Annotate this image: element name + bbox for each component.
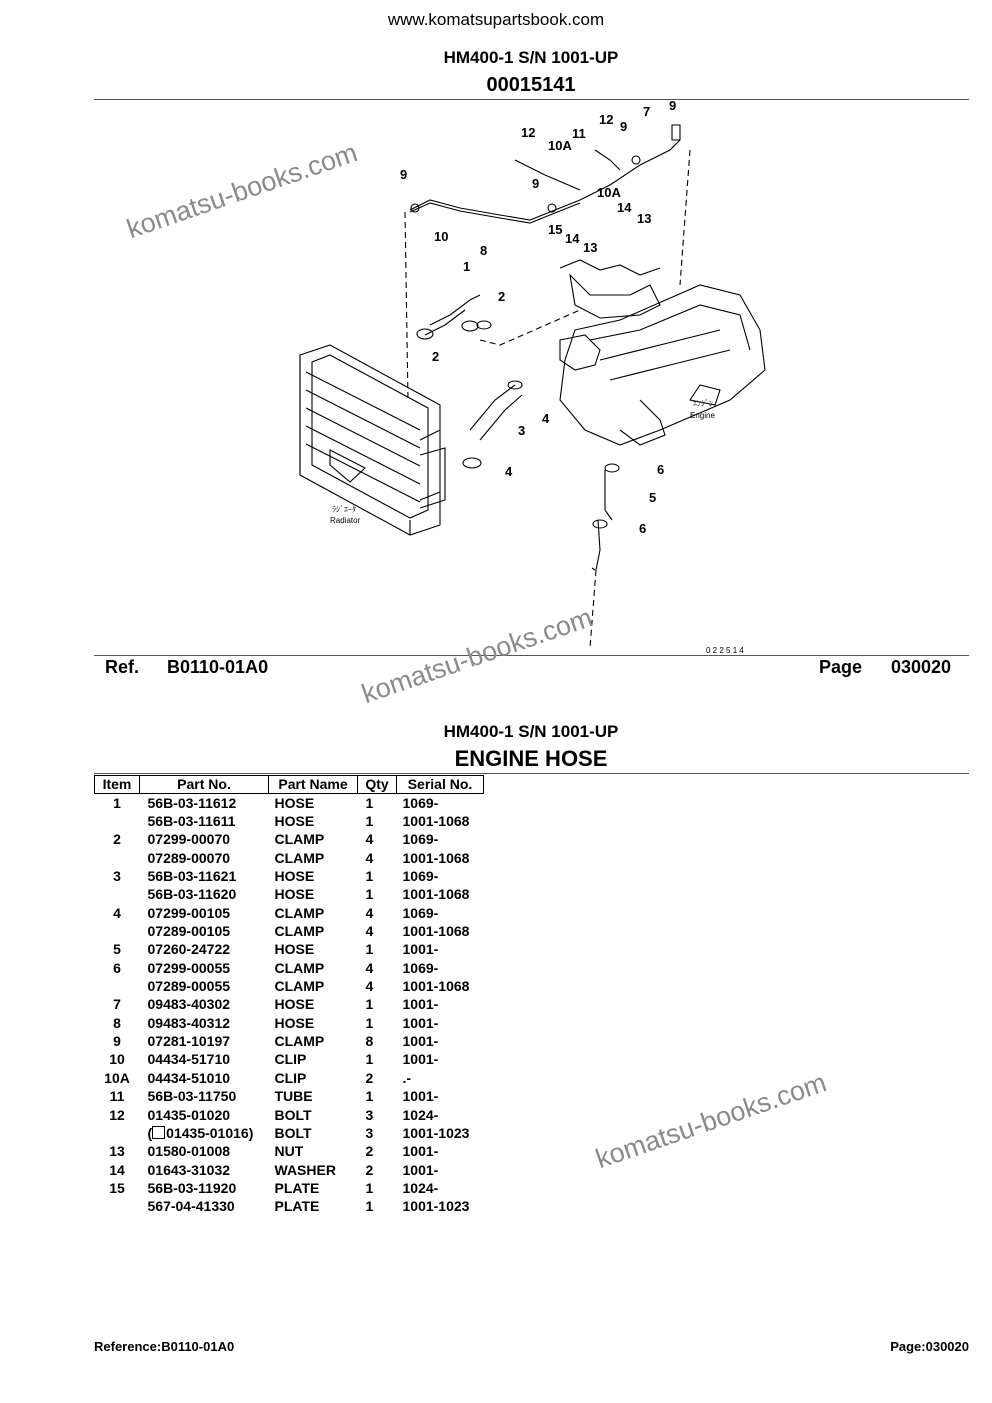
qty-cell: 4 — [365, 831, 374, 848]
part-no-cell: 04434-51010 — [147, 1069, 231, 1086]
part-no-cell: 09483-40302 — [147, 996, 231, 1013]
item-cell: 1 — [113, 794, 121, 811]
table-row — [95, 867, 484, 885]
callout: 3 — [518, 423, 526, 438]
item-cell: 4 — [113, 904, 121, 921]
qty-cell: 2 — [365, 1161, 374, 1178]
part-no-cell: 567-04-41330 — [147, 1198, 235, 1215]
item-cell — [95, 812, 140, 830]
item-cell: 8 — [113, 1014, 121, 1031]
part-no-cell: 56B-03-11620 — [147, 886, 237, 903]
item-cell — [95, 977, 140, 995]
col-serial-header: Serial No. — [397, 776, 484, 794]
part-name-cell: CLAMP — [274, 923, 325, 940]
qty-cell: 4 — [365, 923, 374, 940]
qty-cell: 1 — [365, 1088, 374, 1105]
qty-cell: 1 — [365, 886, 374, 903]
serial-cell: 1001- — [402, 996, 439, 1013]
qty-cell: 1 — [365, 868, 374, 885]
callout: 6 — [657, 462, 665, 477]
qty-cell: 1 — [365, 1179, 374, 1196]
table-row — [95, 812, 484, 830]
parts-table-body — [95, 794, 484, 1216]
qty-cell: 4 — [365, 959, 374, 976]
callout: 6 — [639, 521, 647, 536]
col-qty-header: Qty — [358, 776, 397, 794]
part-name-cell: HOSE — [274, 996, 315, 1013]
part-no-cell: 07289-00055 — [147, 978, 231, 995]
checkbox-icon — [152, 1126, 165, 1139]
part-name-cell: HOSE — [274, 1014, 315, 1031]
callout: 9 — [400, 167, 408, 182]
serial-cell: 1001-1068 — [402, 813, 470, 830]
callout: 14 — [617, 200, 632, 215]
page-label: Page — [819, 657, 863, 677]
part-no-cell: 09483-40312 — [147, 1014, 231, 1031]
qty-cell: 1 — [365, 794, 374, 811]
table-row — [95, 1014, 484, 1032]
engine-label: Engine — [690, 411, 715, 420]
serial-cell: 1001-1068 — [402, 886, 470, 903]
callout: 9 — [620, 119, 628, 134]
serial-cell: 1001- — [402, 1051, 439, 1068]
part-name-cell: CLIP — [274, 1069, 307, 1086]
part-no-cell — [140, 1124, 269, 1142]
ref-label: Ref. — [105, 657, 140, 677]
section-title: ENGINE HOSE — [454, 746, 608, 771]
part-no-cell: 04434-51710 — [147, 1051, 231, 1068]
table-row — [95, 922, 484, 940]
part-no-prefix: ( — [147, 1124, 153, 1141]
qty-cell: 2 — [365, 1143, 374, 1160]
table-row — [95, 904, 484, 922]
part-no-cell: 56B-03-11920 — [147, 1179, 237, 1196]
table-row — [95, 1069, 484, 1087]
callout: 8 — [480, 243, 488, 258]
table-row — [95, 831, 484, 849]
item-cell — [95, 886, 140, 904]
callout: 4 — [542, 411, 550, 426]
table-row — [95, 941, 484, 959]
qty-cell: 4 — [365, 904, 374, 921]
callout: 2 — [498, 289, 506, 304]
item-cell: 2 — [113, 831, 121, 848]
part-no-text: 01435-01016) — [166, 1124, 254, 1141]
col-part-name-header: Part Name — [269, 776, 358, 794]
item-cell: 3 — [113, 868, 121, 885]
part-no-cell: 01580-01008 — [147, 1143, 231, 1160]
item-cell: 10A — [104, 1069, 130, 1086]
part-name-cell: CLAMP — [274, 978, 325, 995]
serial-cell: 1001- — [402, 1143, 439, 1160]
serial-cell: 1069- — [402, 831, 439, 848]
part-no-cell: 07299-00055 — [147, 959, 231, 976]
table-header-row — [95, 776, 484, 794]
section-rule — [94, 773, 969, 774]
table-row — [95, 996, 484, 1014]
table-row — [95, 959, 484, 977]
serial-cell: 1024- — [402, 1179, 439, 1196]
ref-value: B0110-01A0 — [167, 657, 269, 677]
watermark: komatsu-books.com — [357, 602, 597, 710]
qty-cell: 4 — [365, 849, 374, 866]
qty-cell: 1 — [365, 996, 374, 1013]
callout: 2 — [432, 349, 440, 364]
item-cell: 9 — [113, 1033, 121, 1050]
callout-labels — [400, 100, 676, 536]
table-row — [95, 1161, 484, 1179]
serial-cell: 1001- — [402, 941, 439, 958]
qty-cell: 8 — [365, 1033, 374, 1050]
item-cell — [95, 849, 140, 867]
table-row — [95, 1088, 484, 1106]
col-item-header: Item — [95, 776, 140, 794]
qty-cell: 1 — [365, 941, 374, 958]
part-no-cell: 01435-01020 — [147, 1106, 231, 1123]
callout: 10A — [548, 138, 572, 153]
item-cell: 12 — [109, 1106, 125, 1123]
callout: 9 — [669, 100, 677, 113]
table-row — [95, 1032, 484, 1050]
table-row — [95, 1198, 484, 1216]
callout: 15 — [548, 222, 563, 237]
radiator-label: Radiator — [330, 516, 361, 525]
part-name-cell: PLATE — [274, 1198, 320, 1215]
table-row — [95, 794, 484, 813]
callout: 5 — [649, 490, 657, 505]
part-no-cell: 56B-03-11621 — [147, 868, 237, 885]
footer-reference: Reference:B0110-01A0 — [94, 1339, 235, 1354]
document-number: 00015141 — [486, 74, 576, 96]
part-name-cell: TUBE — [274, 1088, 313, 1105]
serial-cell: 1024- — [402, 1106, 439, 1123]
serial-cell: 1001- — [402, 1161, 439, 1178]
callout: 10A — [597, 185, 621, 200]
callout: 13 — [583, 240, 598, 255]
qty-cell: 3 — [365, 1124, 374, 1141]
serial-cell: .- — [402, 1069, 412, 1086]
radiator-drawing — [300, 345, 445, 535]
exploded-parts-diagram — [0, 100, 992, 655]
item-cell — [95, 1124, 140, 1142]
item-cell — [95, 1198, 140, 1216]
table-row — [95, 977, 484, 995]
callout: 10 — [434, 229, 449, 244]
item-cell: 6 — [113, 959, 121, 976]
item-cell: 14 — [109, 1161, 125, 1178]
part-name-cell: BOLT — [274, 1124, 312, 1141]
table-row — [95, 1143, 484, 1161]
page-value: 030020 — [891, 657, 952, 677]
part-no-cell: 56B-03-11750 — [147, 1088, 237, 1105]
item-cell — [95, 922, 140, 940]
serial-cell: 1001-1023 — [402, 1124, 470, 1141]
callout: 1 — [463, 259, 471, 274]
part-name-cell: HOSE — [274, 868, 315, 885]
part-no-cell: 01643-31032 — [147, 1161, 231, 1178]
item-cell: 13 — [109, 1143, 125, 1160]
serial-cell: 1001-1068 — [402, 849, 470, 866]
table-row — [95, 886, 484, 904]
part-name-cell: HOSE — [274, 886, 315, 903]
serial-cell: 1001- — [402, 1014, 439, 1031]
item-cell: 5 — [113, 941, 121, 958]
part-name-cell: HOSE — [274, 941, 315, 958]
qty-cell: 1 — [365, 1014, 374, 1031]
part-name-cell: CLAMP — [274, 959, 325, 976]
engine-drawing — [560, 260, 765, 445]
part-name-cell: HOSE — [274, 813, 315, 830]
diagram-code: 0 2 2 5 1 4 — [706, 646, 744, 655]
parts-table — [94, 775, 484, 1216]
part-no-cell: 56B-03-11611 — [147, 813, 236, 830]
part-name-cell: CLAMP — [274, 849, 325, 866]
serial-cell: 1001-1068 — [402, 978, 470, 995]
table-row — [95, 1106, 484, 1124]
hose-drawing — [410, 125, 680, 570]
part-name-cell: PLATE — [274, 1179, 320, 1196]
callout: 9 — [532, 176, 540, 191]
table-row — [95, 1179, 484, 1197]
serial-cell: 1069- — [402, 794, 439, 811]
part-no-cell: 07289-00105 — [147, 923, 231, 940]
ref-rule — [94, 655, 969, 656]
part-name-cell: WASHER — [274, 1161, 336, 1178]
site-url: www.komatsupartsbook.com — [387, 10, 605, 29]
qty-cell: 1 — [365, 813, 374, 830]
callout: 13 — [637, 211, 652, 226]
footer-page: Page:030020 — [890, 1339, 969, 1354]
col-part-no-header: Part No. — [140, 776, 269, 794]
watermark: komatsu-books.com — [122, 137, 362, 245]
part-name-cell: CLIP — [274, 1051, 307, 1068]
item-cell: 7 — [113, 996, 121, 1013]
serial-cell: 1069- — [402, 904, 439, 921]
part-no-cell: 07260-24722 — [147, 941, 231, 958]
serial-cell: 1001- — [402, 1033, 439, 1050]
qty-cell: 3 — [365, 1106, 374, 1123]
part-no-cell: 07289-00070 — [147, 849, 231, 866]
engine-label-jp: ｴﾝｼﾞﾝ — [693, 399, 713, 408]
part-no-cell: 56B-03-11612 — [147, 794, 237, 811]
serial-cell: 1001-1068 — [402, 923, 470, 940]
callout: 12 — [521, 125, 536, 140]
part-no-cell: 07299-00105 — [147, 904, 231, 921]
part-name-cell: CLAMP — [274, 831, 325, 848]
item-cell: 11 — [109, 1088, 125, 1105]
callout: 12 — [599, 112, 614, 127]
item-cell: 10 — [109, 1051, 125, 1068]
table-row — [95, 849, 484, 867]
callout: 14 — [565, 231, 580, 246]
part-name-cell: BOLT — [274, 1106, 312, 1123]
part-no-cell: 07299-00070 — [147, 831, 231, 848]
qty-cell: 1 — [365, 1051, 374, 1068]
callout: 4 — [505, 464, 513, 479]
part-name-cell: NUT — [274, 1143, 304, 1160]
part-name-cell: HOSE — [274, 794, 315, 811]
serial-cell: 1069- — [402, 959, 439, 976]
serial-cell: 1001-1023 — [402, 1198, 470, 1215]
model-heading: HM400-1 S/N 1001-UP — [443, 48, 619, 67]
radiator-label-jp: ﾗｼﾞｴｰﾀ — [332, 505, 356, 514]
callout: 11 — [572, 126, 586, 141]
qty-cell: 2 — [365, 1069, 374, 1086]
serial-cell: 1069- — [402, 868, 439, 885]
part-name-cell: CLAMP — [274, 1033, 325, 1050]
part-name-cell: CLAMP — [274, 904, 325, 921]
table-row — [95, 1051, 484, 1069]
watermark: komatsu-books.com — [591, 1067, 831, 1175]
serial-cell: 1001- — [402, 1088, 439, 1105]
table-row — [95, 1124, 484, 1142]
part-no-cell: 07281-10197 — [147, 1033, 231, 1050]
qty-cell: 4 — [365, 978, 374, 995]
callout: 7 — [643, 104, 651, 119]
qty-cell: 1 — [365, 1198, 374, 1215]
section-model: HM400-1 S/N 1001-UP — [443, 722, 619, 741]
item-cell: 15 — [109, 1179, 125, 1196]
